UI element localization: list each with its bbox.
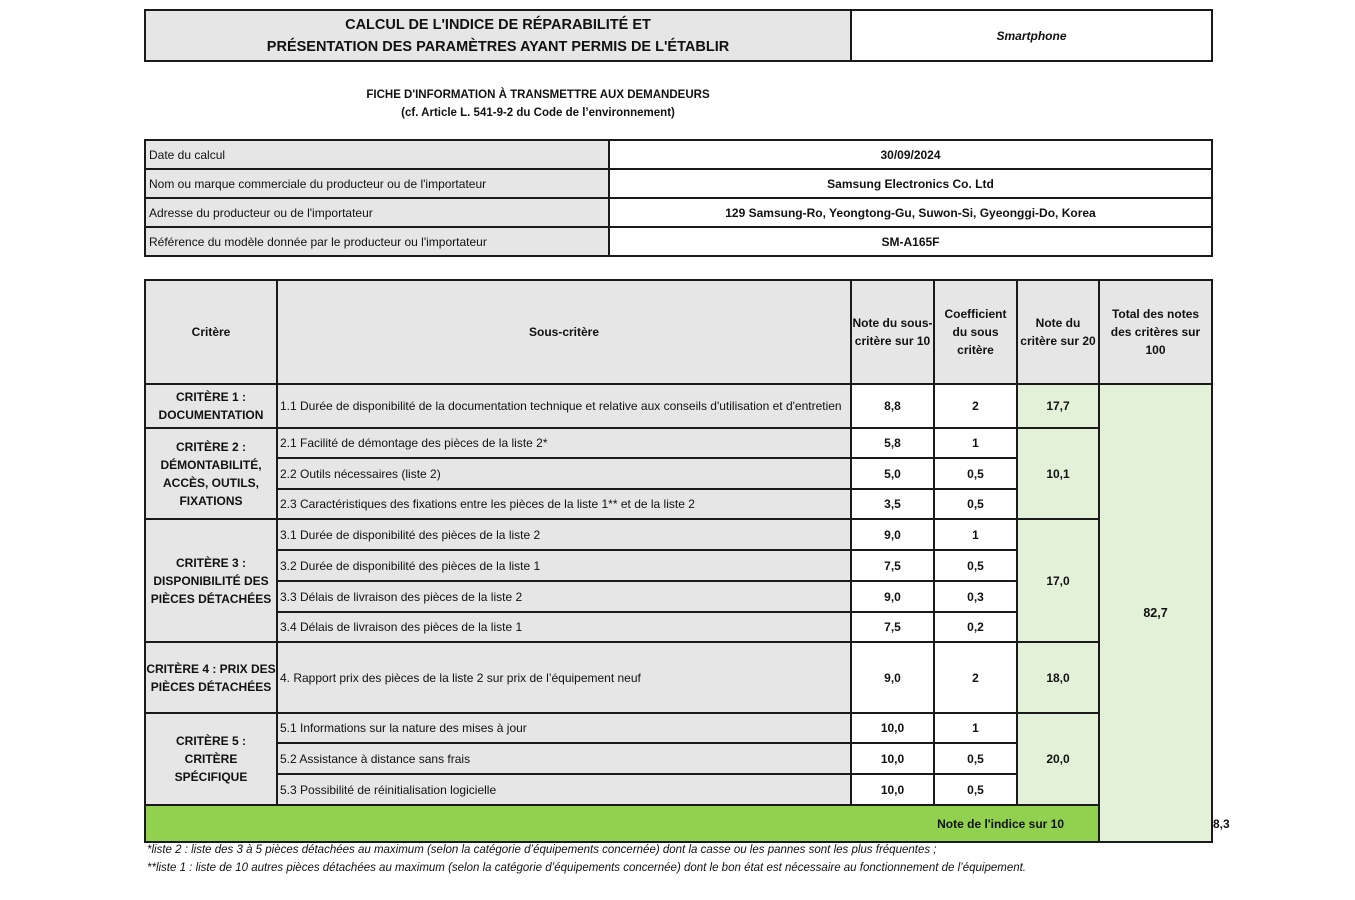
page-title bbox=[145, 10, 851, 61]
info-label-date: Date du calcul bbox=[145, 140, 609, 169]
info-row bbox=[145, 198, 1212, 227]
table-row bbox=[145, 642, 1212, 713]
subcriterion-label: 3.4 Délais de livraison des pièces de la liste 1 bbox=[277, 612, 851, 642]
subheader-line-2: (cf. Article L. 541-9-2 du Code de l’environnement) bbox=[401, 107, 675, 119]
subcriterion-coef: 0,5 bbox=[934, 489, 1017, 519]
subcriterion-coef: 0,5 bbox=[934, 458, 1017, 489]
subcriterion-note: 10,0 bbox=[851, 743, 934, 774]
table-row bbox=[145, 428, 1212, 458]
subcriterion-coef: 0,2 bbox=[934, 612, 1017, 642]
subcriterion-note: 8,8 bbox=[851, 384, 934, 428]
subcriterion-note: 10,0 bbox=[851, 774, 934, 805]
final-row: Note de l'indice sur 10 8,3 bbox=[145, 805, 1212, 842]
criterion-2-score: 10,1 bbox=[1017, 428, 1099, 519]
criterion-3-score: 17,0 bbox=[1017, 519, 1099, 642]
col-header-critere: Critère bbox=[145, 280, 277, 384]
info-row bbox=[145, 140, 1212, 169]
subcriterion-label: 5.3 Possibilité de réinitialisation logicielle bbox=[277, 774, 851, 805]
criterion-1-name: CRITÈRE 1 : DOCUMENTATION bbox=[145, 384, 277, 428]
subcriterion-note: 5,0 bbox=[851, 458, 934, 489]
subcriterion-label: 1.1 Durée de disponibilité de la documentation technique et relative aux conseils d'utilisation et d'entretien bbox=[277, 384, 851, 428]
table-row bbox=[145, 384, 1212, 428]
subcriterion-coef: 1 bbox=[934, 519, 1017, 550]
info-label-address: Adresse du producteur ou de l'importateur bbox=[145, 198, 609, 227]
subcriterion-label: 3.2 Durée de disponibilité des pièces de la liste 1 bbox=[277, 550, 851, 581]
score-table bbox=[144, 279, 1230, 843]
info-value-address: 129 Samsung-Ro, Yeongtong-Gu, Suwon-Si, Gyeonggi-Do, Korea bbox=[609, 198, 1212, 227]
subcriterion-note: 9,0 bbox=[851, 581, 934, 612]
subcriterion-label: 3.3 Délais de livraison des pièces de la liste 2 bbox=[277, 581, 851, 612]
info-label-model: Référence du modèle donnée par le producteur ou l'importateur bbox=[145, 227, 609, 256]
product-category: Smartphone bbox=[851, 10, 1212, 61]
footnote-1: *liste 2 : liste des 3 à 5 pièces détachées au maximum (selon la catégorie d’équipements concernée) dont la casse ou les pannes sont les plus fréquentes ; bbox=[147, 844, 937, 856]
total-score: 82,7 bbox=[1099, 384, 1212, 842]
subcriterion-note: 9,0 bbox=[851, 642, 934, 713]
subcriterion-label: 2.2 Outils nécessaires (liste 2) bbox=[277, 458, 851, 489]
subcriterion-coef: 2 bbox=[934, 384, 1017, 428]
subcriterion-coef: 0,3 bbox=[934, 581, 1017, 612]
subcriterion-note: 5,8 bbox=[851, 428, 934, 458]
info-table bbox=[144, 139, 1213, 257]
subcriterion-coef: 0,5 bbox=[934, 743, 1017, 774]
subcriterion-note: 9,0 bbox=[851, 519, 934, 550]
subcriterion-label: 4. Rapport prix des pièces de la liste 2 sur prix de l’équipement neuf bbox=[277, 642, 851, 713]
col-header-coef: Coefficient du sous critère bbox=[934, 280, 1017, 384]
subcriterion-coef: 2 bbox=[934, 642, 1017, 713]
subheader bbox=[300, 86, 776, 122]
subcriterion-note: 3,5 bbox=[851, 489, 934, 519]
table-row bbox=[145, 519, 1212, 550]
final-index-label: Note de l'indice sur 10 bbox=[145, 805, 1099, 842]
subcriterion-note: 7,5 bbox=[851, 550, 934, 581]
header-row bbox=[145, 280, 1212, 384]
subcriterion-label: 2.3 Caractéristiques des fixations entre les pièces de la liste 1** et de la liste 2 bbox=[277, 489, 851, 519]
subcriterion-label: 2.1 Facilité de démontage des pièces de la liste 2* bbox=[277, 428, 851, 458]
subheader-line-1: FICHE D'INFORMATION À TRANSMETTRE AUX DEMANDEURS bbox=[366, 89, 710, 101]
info-row bbox=[145, 227, 1212, 256]
criterion-4-name: CRITÈRE 4 : PRIX DES PIÈCES DÉTACHÉES bbox=[145, 642, 277, 713]
footnotes bbox=[147, 841, 1026, 877]
col-header-note-sous: Note du sous-critère sur 10 bbox=[851, 280, 934, 384]
criterion-2-name: CRITÈRE 2 : DÉMONTABILITÉ, ACCÈS, OUTILS, FIXATIONS bbox=[145, 428, 277, 519]
table-row bbox=[145, 713, 1212, 743]
info-value-brand: Samsung Electronics Co. Ltd bbox=[609, 169, 1212, 198]
criterion-5-score: 20,0 bbox=[1017, 713, 1099, 805]
info-value-date: 30/09/2024 bbox=[609, 140, 1212, 169]
info-label-brand: Nom ou marque commerciale du producteur ou de l'importateur bbox=[145, 169, 609, 198]
title-line-1: CALCUL DE L'INDICE DE RÉPARABILITÉ ET bbox=[345, 16, 651, 33]
subcriterion-coef: 0,5 bbox=[934, 550, 1017, 581]
col-header-total: Total des notes des critères sur 100 bbox=[1099, 280, 1212, 384]
title-line-2: PRÉSENTATION DES PARAMÈTRES AYANT PERMIS DE L'ÉTABLIR bbox=[266, 38, 730, 55]
subcriterion-label: 3.1 Durée de disponibilité des pièces de la liste 2 bbox=[277, 519, 851, 550]
subcriterion-label: 5.2 Assistance à distance sans frais bbox=[277, 743, 851, 774]
criterion-4-score: 18,0 bbox=[1017, 642, 1099, 713]
criterion-1-score: 17,7 bbox=[1017, 384, 1099, 428]
subcriterion-coef: 1 bbox=[934, 428, 1017, 458]
info-row bbox=[145, 169, 1212, 198]
subcriterion-coef: 0,5 bbox=[934, 774, 1017, 805]
criterion-3-name: CRITÈRE 3 : DISPONIBILITÉ DES PIÈCES DÉTACHÉES bbox=[145, 519, 277, 642]
subcriterion-note: 7,5 bbox=[851, 612, 934, 642]
subcriterion-coef: 1 bbox=[934, 713, 1017, 743]
col-header-sous-critere: Sous-critère bbox=[277, 280, 851, 384]
criterion-5-name: CRITÈRE 5 : CRITÈRE SPÉCIFIQUE bbox=[145, 713, 277, 805]
subcriterion-note: 10,0 bbox=[851, 713, 934, 743]
col-header-note-critere: Note du critère sur 20 bbox=[1017, 280, 1099, 384]
header-table bbox=[144, 9, 1213, 62]
subcriterion-label: 5.1 Informations sur la nature des mises à jour bbox=[277, 713, 851, 743]
info-value-model: SM-A165F bbox=[609, 227, 1212, 256]
footnote-2: **liste 1 : liste de 10 autres pièces détachées au maximum (selon la catégorie d’équipements concernée) dont le bon état est nécessaire au fonctionnement de l’équipement. bbox=[147, 862, 1026, 874]
